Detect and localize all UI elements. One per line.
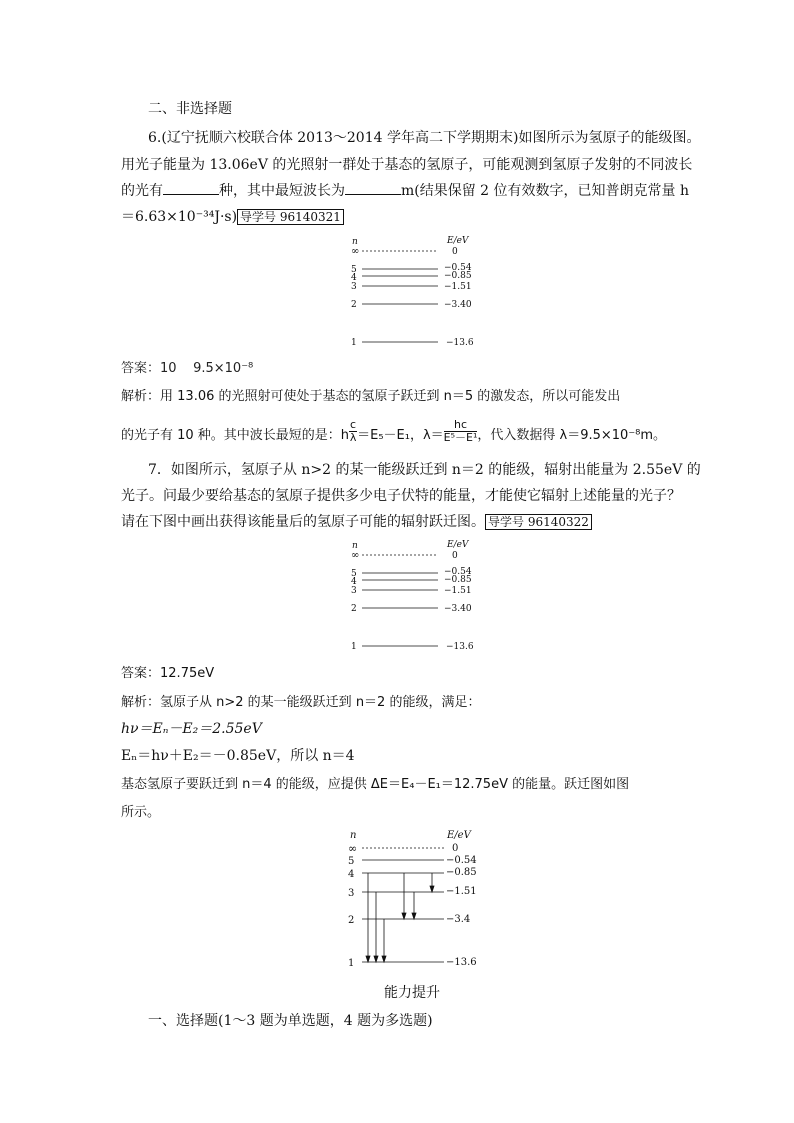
q7-analysis1-text: 氢原子从 n>2 的某一能级跃迁到 n＝2 的能级，满足：	[160, 695, 481, 710]
section1-title: 一、选择题(1～3 题为单选题，4 题为多选题)	[148, 1013, 433, 1029]
energy-diagram-2	[340, 536, 480, 656]
q6-answer	[121, 357, 253, 376]
diagram1-level-e: −0.54	[444, 263, 472, 273]
diagram2-level-e: −0.54	[444, 567, 472, 577]
q6-analysis2-b: ＝E₅－E₁，λ＝	[357, 428, 444, 443]
diagram3-level-n: 2	[348, 915, 355, 926]
q7-answer	[121, 662, 214, 681]
diagram2-level-e: −13.6	[446, 642, 474, 652]
diagram3-level-n: 3	[348, 888, 355, 899]
section-ability: 能力提升	[384, 985, 440, 1001]
diagram3-level-e: −3.4	[446, 914, 471, 925]
q6-frac-top: c	[350, 418, 357, 431]
arrowhead	[402, 913, 406, 919]
diagram2-e-label: E/eV	[447, 540, 469, 550]
diagram2-level-n: 1	[351, 642, 357, 652]
q6-answer-label: 答案：	[121, 361, 161, 376]
diagram3-level-e: −0.85	[446, 867, 477, 878]
diagram3-level-n: 1	[348, 958, 355, 969]
q6-line4	[121, 206, 344, 226]
q6-analysis2	[121, 413, 666, 447]
diagram3-n-label: n	[350, 830, 357, 841]
arrowhead	[374, 956, 378, 962]
diagram1-level-e: 0	[452, 247, 458, 257]
diagram1-n-label: n	[352, 237, 358, 247]
diagram3-level-n: 5	[348, 856, 355, 867]
q6-fraction-hc	[444, 419, 478, 444]
diagram1-level-e: −3.40	[444, 300, 472, 310]
diagram3-e-label: E/eV	[447, 830, 471, 841]
diagram1-level-e: −1.51	[444, 282, 472, 292]
q7-analysis3: 所示。	[121, 805, 161, 820]
diagram2-level-e: 0	[452, 551, 458, 561]
arrowhead	[412, 913, 416, 919]
diagram2-level-e: −1.51	[444, 586, 472, 596]
diagram1-e-label: E/eV	[447, 236, 469, 246]
transition-arrows	[366, 873, 434, 962]
diagram2-level-n: 2	[351, 604, 357, 614]
q7-line1: 7．如图所示，氢原子从 n>2 的某一能级跃迁到 n＝2 的能级，辐射出能量为 2.55eV 的	[148, 462, 701, 478]
diagram2-n-label: n	[352, 541, 358, 551]
energy-diagram-3	[340, 826, 480, 971]
diagram3-level-n: 4	[348, 869, 355, 880]
q6-line2: 用光子能量为 13.06eV 的光照射一群处于基态的氢原子，可能观测到氢原子发射的不同波长	[121, 157, 693, 173]
arrowhead	[382, 956, 386, 962]
q7-answer-value: 12.75eV	[160, 666, 215, 681]
q6-frac2-bot: E⁵－E¹	[443, 431, 478, 444]
q6-line3	[121, 180, 689, 200]
diagram1-level-n: 2	[351, 300, 357, 310]
q7-answer-label: 答案：	[121, 666, 161, 681]
diagram1-level-n: 1	[351, 338, 357, 348]
diagram2-level-n: 4	[351, 577, 357, 587]
diagram2-level-e: −3.40	[444, 604, 472, 614]
q6-line3-c: m(结果保留 2 位有效数字，已知普朗克常量 h	[401, 183, 690, 199]
q7-analysis2: 基态氢原子要跃迁到 n＝4 的能级，应提供 ΔE＝E₄－E₁＝12.75eV 的能量。跃迁图如图	[121, 777, 630, 792]
diagram2-level-n: 3	[351, 586, 357, 596]
q6-answer-value: 10 9.5×10⁻⁸	[160, 361, 254, 376]
diagram1-level-n: ∞	[351, 246, 360, 257]
q7-guide-number: 导学号 96140322	[485, 514, 592, 530]
q6-line3-a: 的光有	[121, 183, 163, 199]
q7-line2: 光子。问最少要给基态的氢原子提供多少电子伏特的能量，才能使它辐射上述能量的光子？	[121, 488, 681, 504]
diagram2-level-e: −0.85	[444, 575, 472, 585]
q6-analysis2-a: 的光子有 10 种。其中波长最短的是：h	[121, 428, 350, 443]
diagram1-level-n: 5	[351, 265, 357, 275]
diagram1-level-e: −0.85	[444, 271, 472, 281]
q6-analysis1-text: 用 13.06 的光照射可使处于基态的氢原子跃迁到 n＝5 的激发态，所以可能发出	[160, 389, 621, 404]
q6-line3-b: 种，其中最短波长为	[219, 183, 345, 199]
diagram3-level-e: 0	[452, 843, 459, 854]
diagram1-level-n: 4	[351, 273, 357, 283]
q6-frac-bot: λ	[349, 431, 357, 444]
q7-eq2: Eₙ＝hν＋E₂＝－0.85eV，所以 n＝4	[121, 748, 355, 764]
section2-title: 二、非选择题	[148, 101, 232, 117]
q6-analysis-label: 解析：	[121, 389, 161, 404]
q7-analysis1	[121, 691, 480, 710]
diagram3-level-e: −13.6	[446, 957, 477, 968]
q7-analysis-label: 解析：	[121, 695, 161, 710]
energy-diagram-1	[340, 232, 480, 352]
q7-line3-text: 请在下图中画出获得该能量后的氢原子可能的辐射跃迁图。	[121, 514, 485, 530]
diagram2-level-n: ∞	[351, 550, 360, 561]
arrowhead	[366, 956, 370, 962]
diagram3-level-n: ∞	[348, 842, 358, 855]
q6-analysis2-c: ，代入数据得 λ＝9.5×10⁻⁸m。	[477, 428, 667, 443]
arrowhead	[430, 886, 434, 892]
q6-guide-number: 导学号 96140321	[237, 209, 344, 225]
q6-line4-text: ＝6.63×10⁻³⁴J·s)	[121, 209, 238, 225]
q6-blank-wavelength[interactable]	[345, 182, 401, 195]
q6-line1: 6.(辽宁抚顺六校联合体 2013～2014 学年高二下学期期末)如图所示为氢原子的能级图。	[148, 130, 701, 146]
q7-eq1: hν＝Eₙ－E₂＝2.55eV	[121, 721, 262, 737]
q6-fraction-c-lambda	[349, 419, 357, 444]
diagram2-level-n: 5	[351, 569, 357, 579]
q7-line3	[121, 511, 592, 531]
q6-analysis1	[121, 385, 620, 404]
q6-blank-count[interactable]	[163, 182, 219, 195]
diagram3-level-e: −1.51	[446, 886, 477, 897]
diagram3-level-e: −0.54	[446, 855, 477, 866]
diagram1-level-n: 3	[351, 282, 357, 292]
diagram1-level-e: −13.6	[446, 338, 474, 348]
q6-frac2-top: hc	[444, 419, 478, 432]
